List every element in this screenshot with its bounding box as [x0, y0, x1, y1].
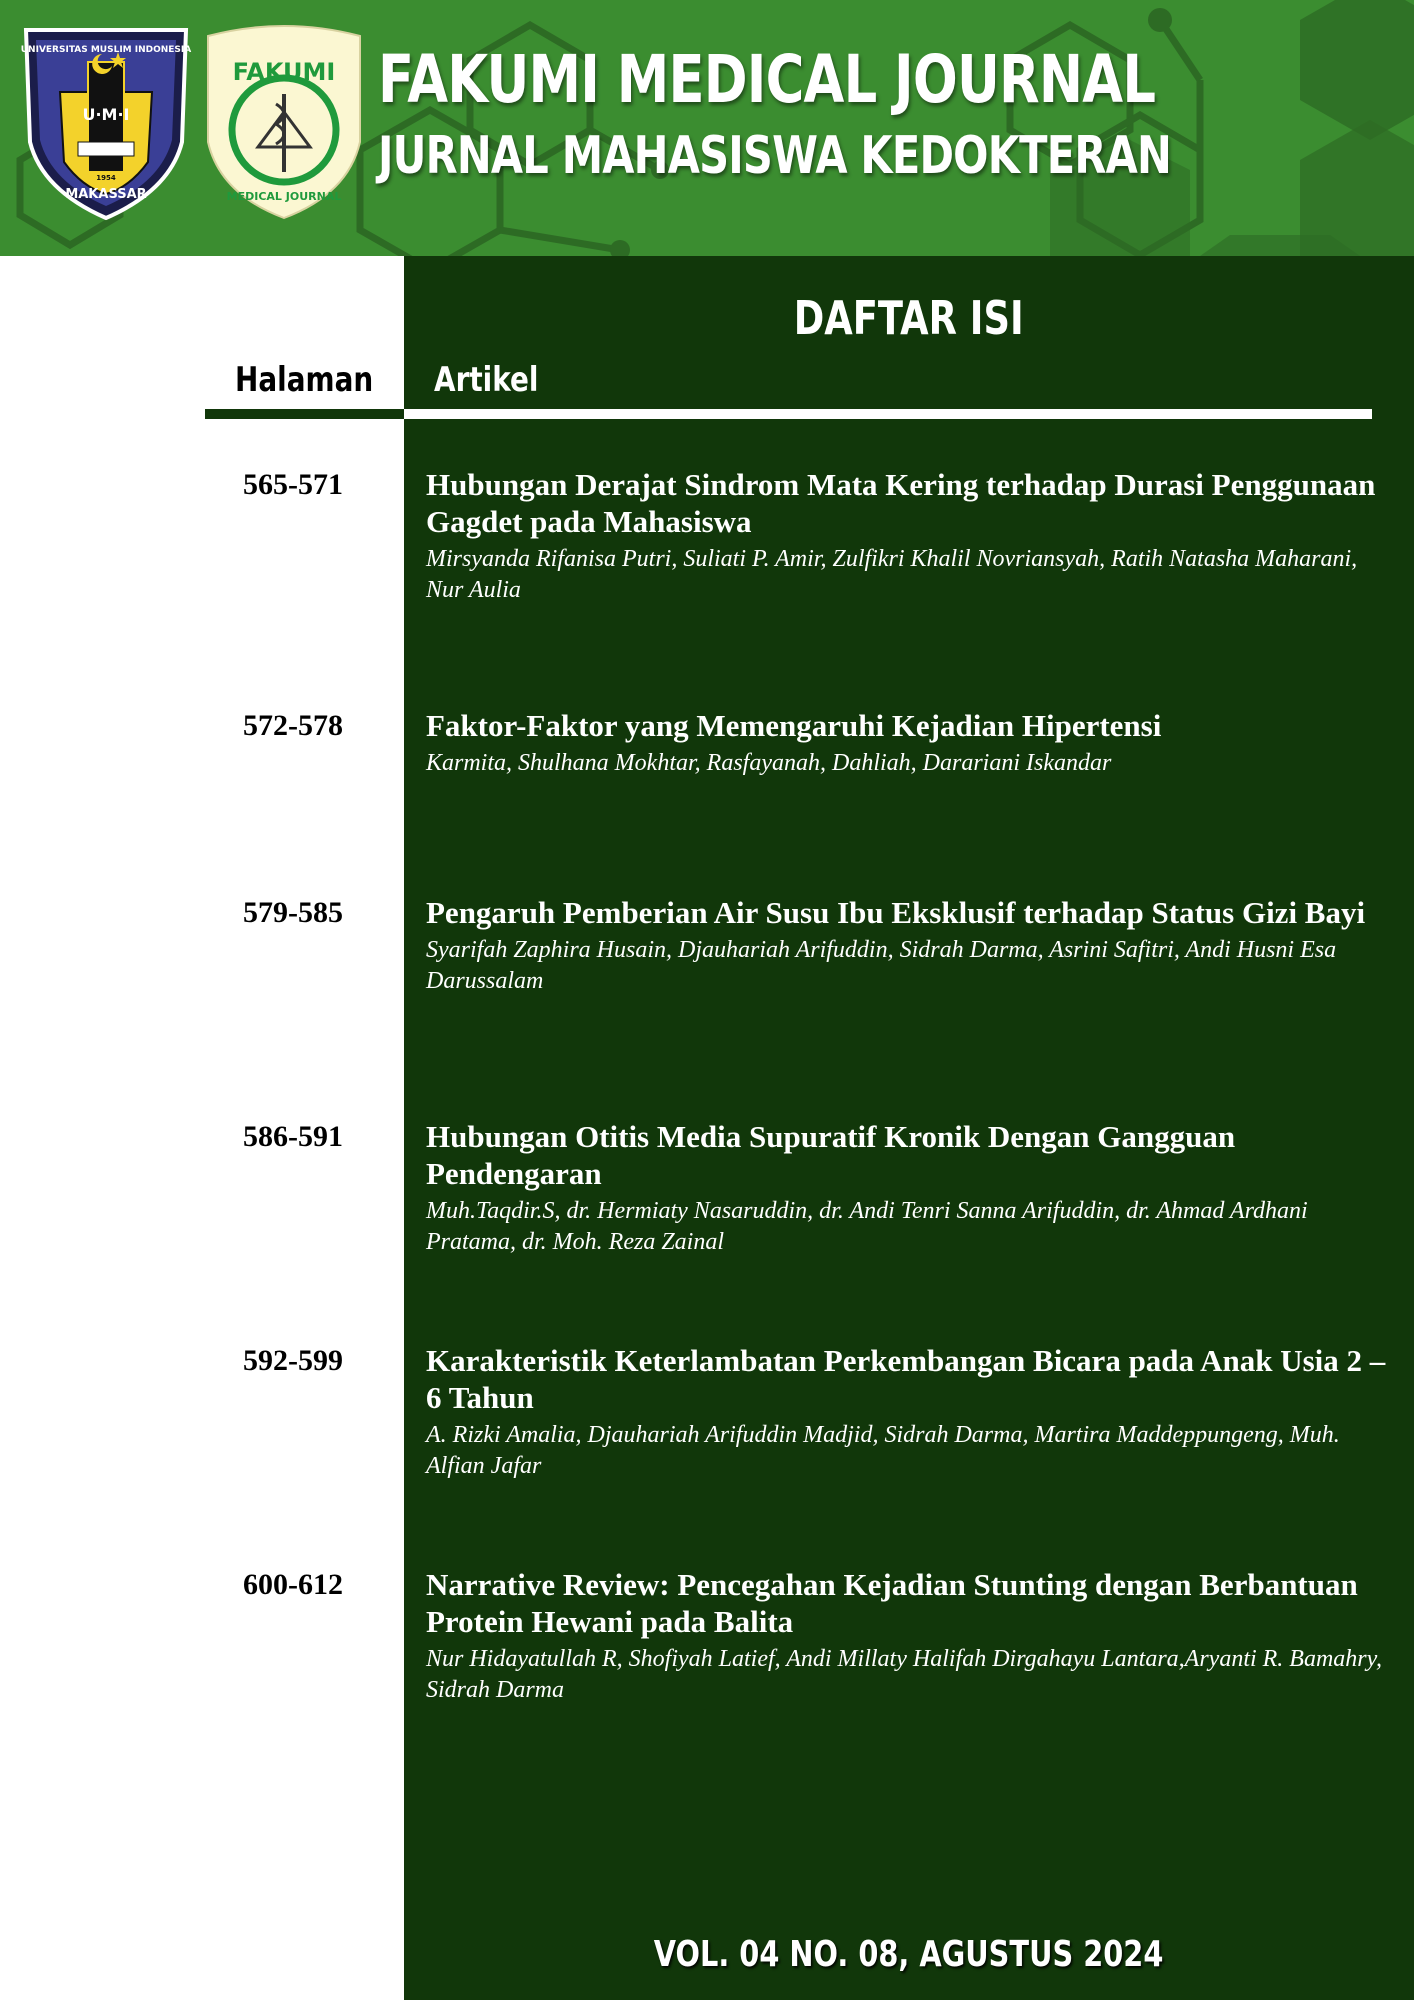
entry-title[interactable]: Narrative Review: Pencegahan Kejadian Stunting dengan Berbantuan Protein Hewani pada Balita [426, 1567, 1358, 1639]
entry-title[interactable]: Pengaruh Pemberian Air Susu Ibu Eksklusif terhadap Status Gizi Bayi [426, 895, 1366, 930]
entry-authors: Mirsyanda Rifanisa Putri, Suliati P. Amir, Zulfikri Khalil Novriansyah, Ratih Natasha Maharani, Nur Aulia [426, 546, 1358, 603]
header-rule-right [404, 409, 1372, 419]
fakumi-bottom-text: MEDICAL JOURNAL [226, 190, 342, 203]
entry-title[interactable]: Faktor-Faktor yang Memengaruhi Kejadian Hipertensi [426, 708, 1162, 743]
entry-body [426, 707, 1386, 779]
entry-pages: 565-571 [243, 468, 343, 501]
fakumi-top-text: FAKUMI [232, 58, 336, 86]
umi-letters: U·M·I [82, 105, 130, 124]
entry-body [426, 894, 1386, 997]
umi-arc-text: UNIVERSITAS MUSLIM INDONESIA [20, 45, 192, 55]
entry-pages: 592-599 [243, 1344, 343, 1377]
entry-body [426, 466, 1386, 606]
umi-university-logo [20, 22, 192, 222]
volume-issue [404, 1932, 1414, 1978]
fakumi-journal-logo [198, 22, 370, 222]
entry-pages: 600-612 [243, 1568, 343, 1601]
entry-title[interactable]: Hubungan Otitis Media Supuratif Kronik Dengan Gangguan Pendengaran [426, 1119, 1236, 1191]
journal-subtitle: JURNAL MAHASISWA KEDOKTERAN [378, 126, 1172, 186]
umi-year: 1954 [96, 174, 116, 182]
entry-authors: Karmita, Shulhana Mokhtar, Rasfayanah, Dahliah, Darariani Iskandar [426, 750, 1112, 776]
entry-pages: 586-591 [243, 1120, 343, 1153]
entry-authors: Muh.Taqdir.S, dr. Hermiaty Nasaruddin, dr. Andi Tenri Sanna Arifuddin, dr. Ahmad Ardhani Pratama, dr. Moh. Reza Zainal [426, 1198, 1308, 1255]
volume-issue-text: VOL. 04 NO. 08, AGUSTUS 2024 [654, 1934, 1164, 1975]
toc-heading-text: DAFTAR ISI [794, 291, 1024, 345]
entry-authors: A. Rizki Amalia, Djauhariah Arifuddin Madjid, Sidrah Darma, Martira Maddeppungeng, Muh. Alfian Jafar [426, 1422, 1340, 1479]
entry-body [426, 1566, 1386, 1706]
journal-header [0, 0, 1414, 256]
journal-title: FAKUMI MEDICAL JOURNAL [378, 41, 1156, 118]
entry-pages: 572-578 [243, 709, 343, 742]
umi-bottom-text: MAKASSAR [65, 187, 147, 202]
column-header-article [434, 356, 561, 404]
entry-authors: Syarifah Zaphira Husain, Djauhariah Arifuddin, Sidrah Darma, Asrini Safitri, Andi Husni Esa Darussalam [426, 937, 1337, 994]
entry-pages: 579-585 [243, 896, 343, 929]
column-header-pages-text: Halaman [235, 360, 374, 400]
entry-title[interactable]: Hubungan Derajat Sindrom Mata Kering terhadap Durasi Penggunaan Gagdet pada Mahasiswa [426, 467, 1376, 539]
column-header-pages [235, 356, 404, 404]
entry-title[interactable]: Karakteristik Keterlambatan Perkembangan Bicara pada Anak Usia 2 – 6 Tahun [426, 1343, 1386, 1415]
column-header-article-text: Artikel [434, 360, 539, 400]
entry-body [426, 1118, 1386, 1258]
header-rule-left [205, 409, 404, 419]
toc-heading [404, 290, 1414, 346]
entry-authors: Nur Hidayatullah R, Shofiyah Latief, Andi Millaty Halifah Dirgahayu Lantara,Aryanti R. Bamahry, Sidrah Darma [426, 1646, 1382, 1703]
entry-body [426, 1342, 1386, 1482]
